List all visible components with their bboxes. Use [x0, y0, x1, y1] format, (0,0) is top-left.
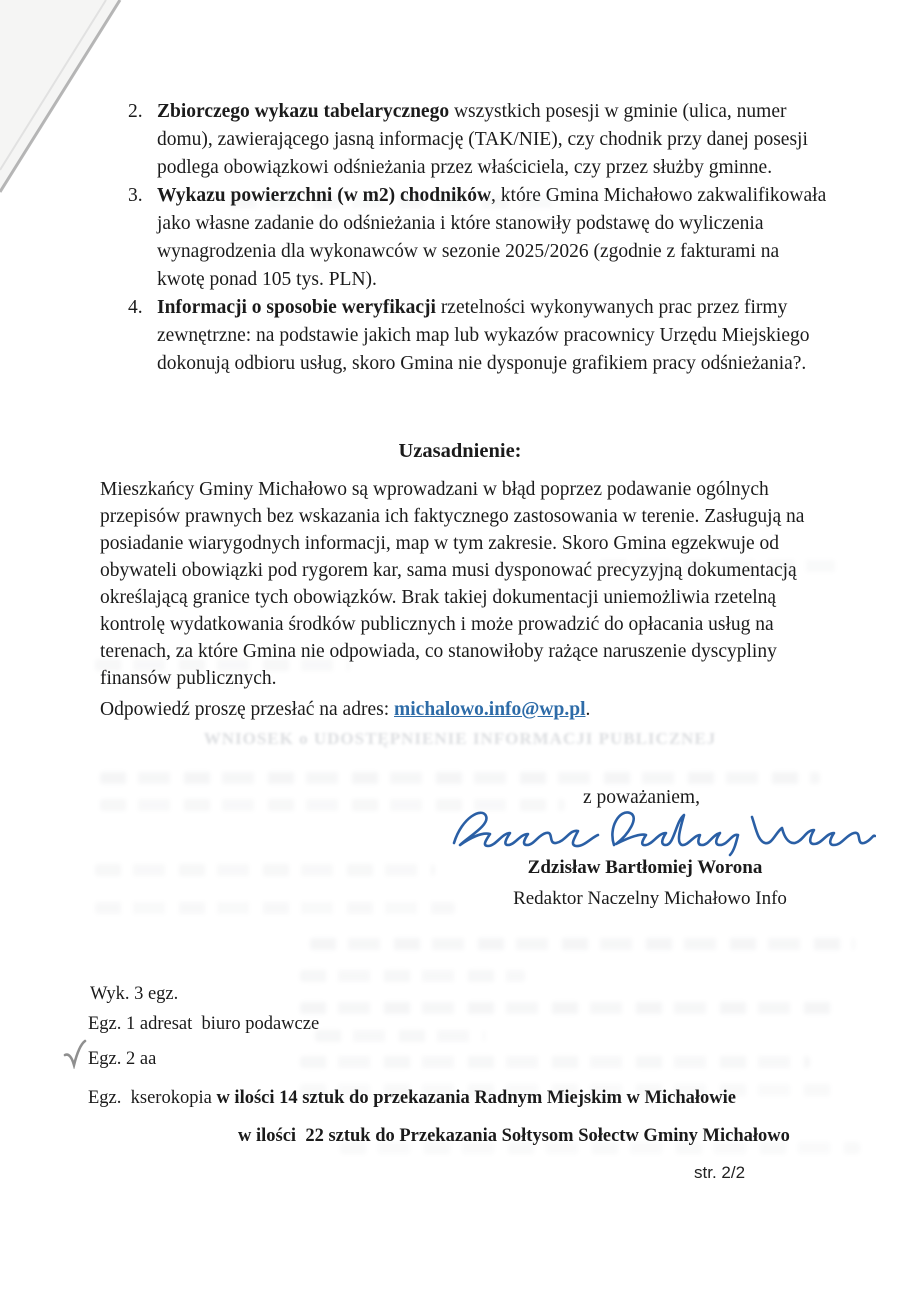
signatory-title: Redaktor Naczelny Michałowo Info: [513, 888, 787, 909]
list-item-4: [128, 294, 830, 378]
page-fold-corner: [0, 0, 140, 210]
section-heading-uzasadnienie: Uzasadnienie:: [398, 440, 522, 462]
ghost-text-smudge: [100, 772, 820, 784]
distribution-line-kserokopia: [88, 1088, 736, 1109]
email-link[interactable]: michalowo.info@wp.pl: [394, 699, 586, 720]
list-item-bold-lead: Zbiorczego wykazu tabelarycznego: [157, 101, 450, 122]
reply-prefix: Odpowiedź proszę przesłać na adres:: [100, 699, 394, 720]
ghost-text-smudge: [95, 902, 455, 914]
reply-suffix: .: [585, 699, 591, 720]
justification-paragraph: Mieszkańcy Gminy Michałowo są wprowadzani w błąd poprzez podawanie ogólnych przepisów prawnych bez wskazania ich faktycznego zastosowania w terenie. Zasługują na posiadanie wiarygodnych informacji, map w tym zakresie. Skoro Gmina egzekwuje od obywateli obowiązki pod rygorem kar, sama musi dysponować precyzyjną dokumentacją określającą granice tych obowiązków. Brak takiej dokumentacji uniemożliwia rzetelną kontrolę wydatkowania środków publicznych i może prowadzić do opłacania usług na terenach, za które Gmina nie odpowiada, co stanowiłoby rażące naruszenie dyscypliny finansów publicznych.: [100, 479, 805, 689]
list-item-text: [157, 98, 830, 182]
distribution-line-wyk: Wyk. 3 egz.: [90, 984, 179, 1004]
closing-salutation: z poważaniem,: [583, 787, 700, 808]
ghost-text-smudge: [95, 864, 435, 876]
distribution-line-soltysi: w ilości 22 sztuk do Przekazania Sołtysom Sołectw Gminy Michałowo: [238, 1126, 790, 1146]
ghost-text-smudge: [95, 659, 350, 671]
distribution-line-egz1: Egz. 1 adresat biuro podawcze: [88, 1014, 320, 1034]
ghost-text-smudge: [300, 1002, 840, 1014]
reply-address-line: [100, 699, 590, 721]
signatory-name: Zdzisław Bartłomiej Worona: [527, 857, 763, 878]
ghost-text-smudge: [300, 970, 525, 982]
pencil-checkmark-icon: [61, 1039, 87, 1069]
ghost-text-smudge: [315, 1030, 485, 1042]
kserokopia-prefix: Egz. kserokopia: [88, 1088, 217, 1108]
numbered-list: [128, 98, 830, 378]
ghost-bleedthrough-heading: WNIOSEK o UDOSTĘPNIENIE INFORMACJI PUBLICZNEJ: [203, 729, 717, 748]
ghost-text-smudge: [600, 560, 835, 572]
list-item-number: 3.: [128, 185, 143, 206]
handwritten-signature: [446, 799, 876, 861]
list-item-number: 4.: [128, 297, 143, 318]
list-item-number: 2.: [128, 101, 143, 122]
ghost-text-smudge: [230, 196, 560, 208]
distribution-line-egz2: Egz. 2 aa: [88, 1049, 157, 1069]
list-item-rest: , które Gmina Michałowo zakwalifikowała jako własne zadanie do odśnieżania i które stanowiły podstawę do wyliczenia wynagrodzenia dla wykonawców w sezonie 2025/2026 (zgodnie z fakturami na kwotę ponad 105 tys. PLN).: [157, 185, 827, 290]
kserokopia-bold: w ilości 14 sztuk do przekazania Radnym Miejskim w Michałowie: [216, 1088, 736, 1108]
list-item-2: [128, 98, 830, 182]
list-item-text: [157, 294, 830, 378]
list-item-rest: wszystkich posesji w gminie (ulica, numer domu), zawierającego jasną informację (TAK/NIE), czy chodnik przy danej posesji podlega obowiązkowi odśnieżania przez właściciela, czy przez służby gminne.: [157, 101, 808, 178]
page-number: str. 2/2: [694, 1163, 746, 1182]
list-item-rest: rzetelności wykonywanych prac przez firmy zewnętrzne: na podstawie jakich map lub wykazów pracownicy Urzędu Miejskiego dokonują odbioru usług, skoro Gmina nie dysponuje grafikiem pracy odśnieżania?.: [157, 297, 810, 374]
ghost-text-smudge: [300, 1056, 810, 1068]
ghost-text-smudge: [310, 938, 855, 950]
list-item-bold-lead: Informacji o sposobie weryfikacji: [157, 297, 436, 318]
list-item-bold-lead: Wykazu powierzchni (w m2) chodników: [157, 185, 492, 206]
